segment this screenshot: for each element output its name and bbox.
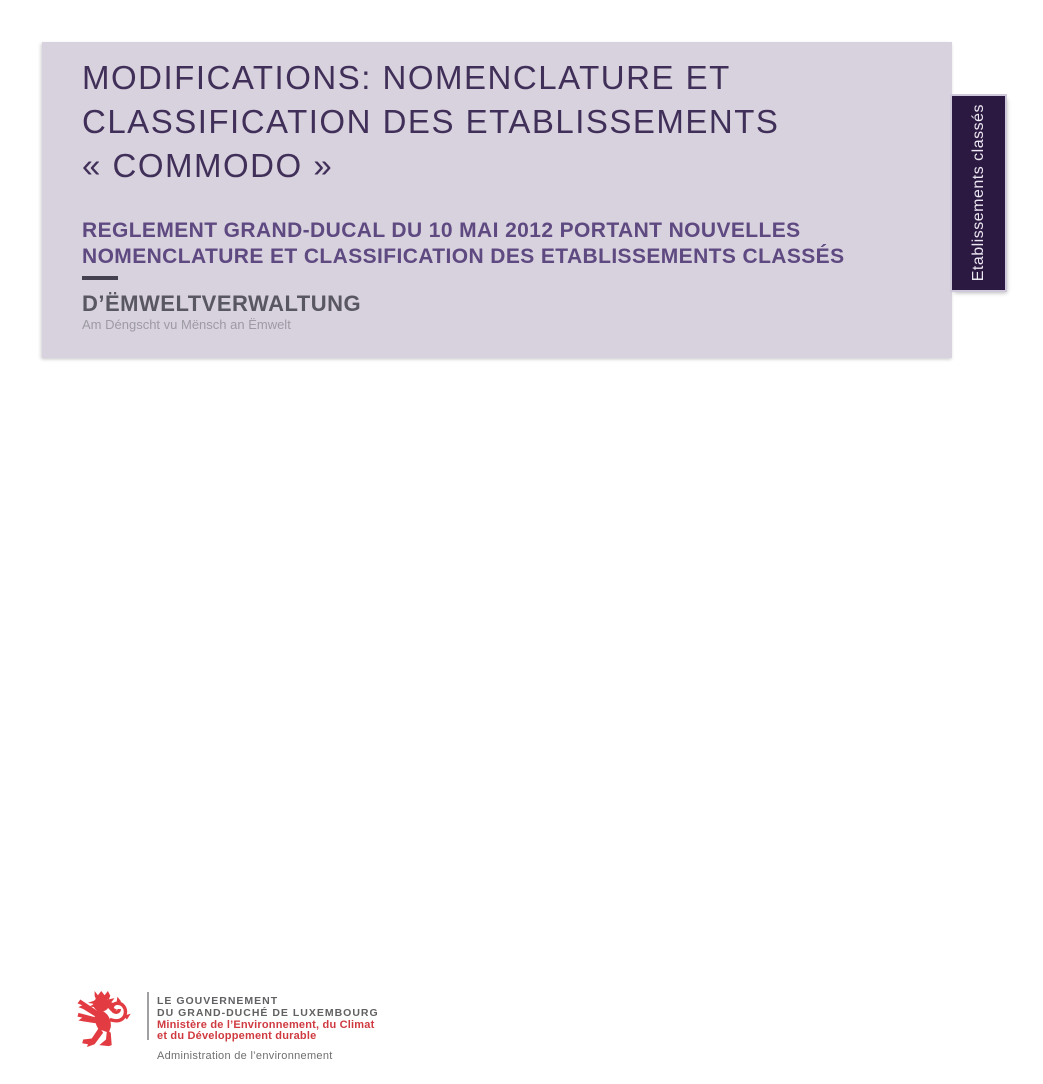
category-tab-label: Etablissements classés [969,104,987,282]
government-text [157,996,379,1043]
administration-label: Administration de l’environnement [157,1050,333,1062]
subtitle-line-1: REGLEMENT GRAND-DUCAL DU 10 MAI 2012 PORTANT NOUVELLES [82,219,801,242]
government-line-2: DU GRAND-DUCHÉ DE LUXEMBOURG [157,1006,379,1019]
ministry-line-1: Ministère de l’Environnement, du Climat [157,1018,375,1031]
subtitle-line-2: NOMENCLATURE ET CLASSIFICATION DES ETABLISSEMENTS CLASSÉS [82,245,845,268]
luxembourg-lion-icon [75,991,137,1048]
logo-divider [147,992,149,1040]
government-logo-block [75,988,495,1078]
title-line-2: CLASSIFICATION DES ETABLISSEMENTS [82,103,780,140]
government-line-1: LE GOUVERNEMENT [157,995,279,1007]
document-title [82,56,912,188]
title-line-3: « COMMODO » [82,147,334,184]
org-wordmark: D’ËMWELTVERWALTUNG [82,291,362,316]
document-subtitle [82,218,912,270]
divider-dash [82,276,118,280]
header-band [42,42,952,358]
title-line-1: MODIFICATIONS: NOMENCLATURE ET [82,59,731,96]
ministry-line-2: et du Développement durable [157,1030,317,1043]
category-tab [952,96,1005,290]
org-tagline: Am Déngscht vu Mënsch an Ëmwelt [82,317,291,332]
